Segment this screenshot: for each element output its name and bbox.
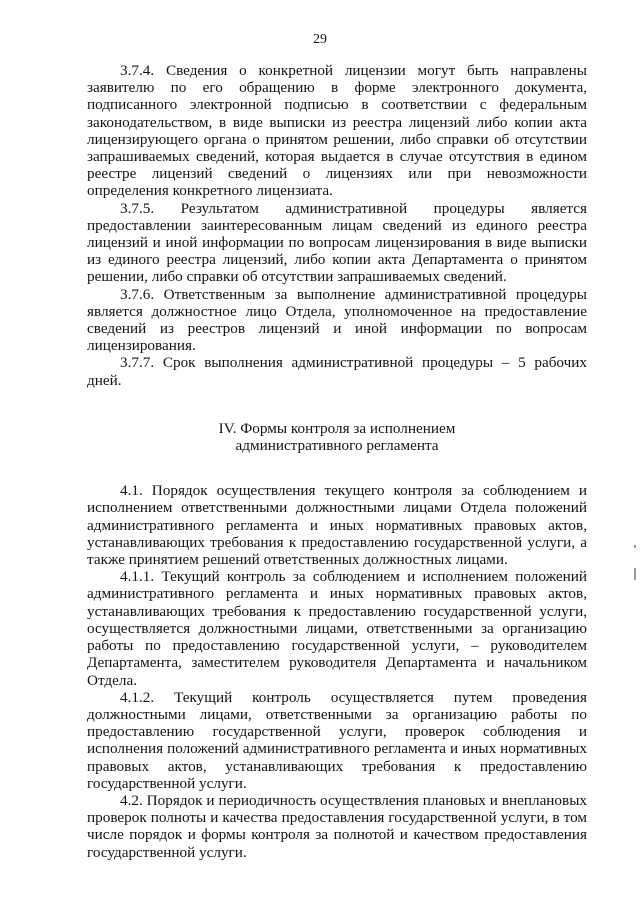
paragraph-3-7-6: 3.7.6. Ответственным за выполнение административной процедуры является должностное лицо Отдела, уполномоченное на предоставление сведений из реестров лицензий и иной информации по вопросам лицензирования. bbox=[87, 285, 587, 355]
margin-speck-mark bbox=[634, 568, 636, 580]
section-heading bbox=[87, 420, 587, 454]
page-body bbox=[87, 62, 587, 861]
page-number: 29 bbox=[313, 32, 327, 47]
paragraph-4-1-1: 4.1.1. Текущий контроль за соблюдением и исполнением положений административного регламента и иных нормативных правовых актов, устанавливающих требования к предоставлению государственной услуги, осуществляется должностными лицами, ответственными за организацию работы по предоставлению государственной услуги, – руководителем Департамента, заместителем руководителя Департамента и начальником Отдела. bbox=[87, 568, 587, 689]
paragraph-4-1-2: 4.1.2. Текущий контроль осуществляется путем проведения должностными лицами, ответственными за организацию работы по предоставлению государственной услуги, проверок соблюдения и исполнения положений административного регламента и иных нормативных правовых актов, устанавливающих требования к предоставлению государственной услуги. bbox=[87, 688, 587, 792]
paragraph-4-2: 4.2. Порядок и периодичность осуществления плановых и внеплановых проверок полноты и качества предоставления государственной услуги, в том числе порядок и формы контроля за полнотой и качеством предоставления государственной услуги. bbox=[87, 791, 587, 861]
section-title-line-2: административного регламента bbox=[235, 437, 439, 455]
paragraph-4-1: 4.1. Порядок осуществления текущего контроля за соблюдением и исполнением ответственными должностными лицами Отдела положений административного регламента и иных нормативных правовых актов, устанавливающих требования к предоставлению государственной услуги, а также принятием решений ответственных должностных лицами. bbox=[87, 482, 587, 569]
paragraph-3-7-5: 3.7.5. Результатом административной процедуры является предоставлении заинтересованным лицам сведений из единого реестра лицензий и иной информации по вопросам лицензирования в виде выписки из единого реестра лицензий, либо копии акта Департамента о принятом решении, либо справки об отсутствии запрашиваемых сведений. bbox=[87, 199, 587, 286]
paragraph-3-7-4: 3.7.4. Сведения о конкретной лицензии могут быть направлены заявителю по его обращению в форме электронного документа, подписанного электронной подписью в соответствии с федеральным законодательством, в виде выписки из реестра лицензий либо копии акта лицензирующего органа о принятом решении, либо справки об отсутствии запрашиваемых сведений, которая выдается в случае отсутствия в едином реестре лицензий сведений о лицензиях или при невозможности определения конкретного лицензиата. bbox=[87, 62, 587, 200]
section-title-line-1: IV. Формы контроля за исполнением bbox=[218, 419, 456, 437]
paragraph-3-7-7: 3.7.7. Срок выполнения административной процедуры – 5 рабочих дней. bbox=[87, 354, 587, 389]
margin-speck-mark bbox=[634, 545, 636, 548]
